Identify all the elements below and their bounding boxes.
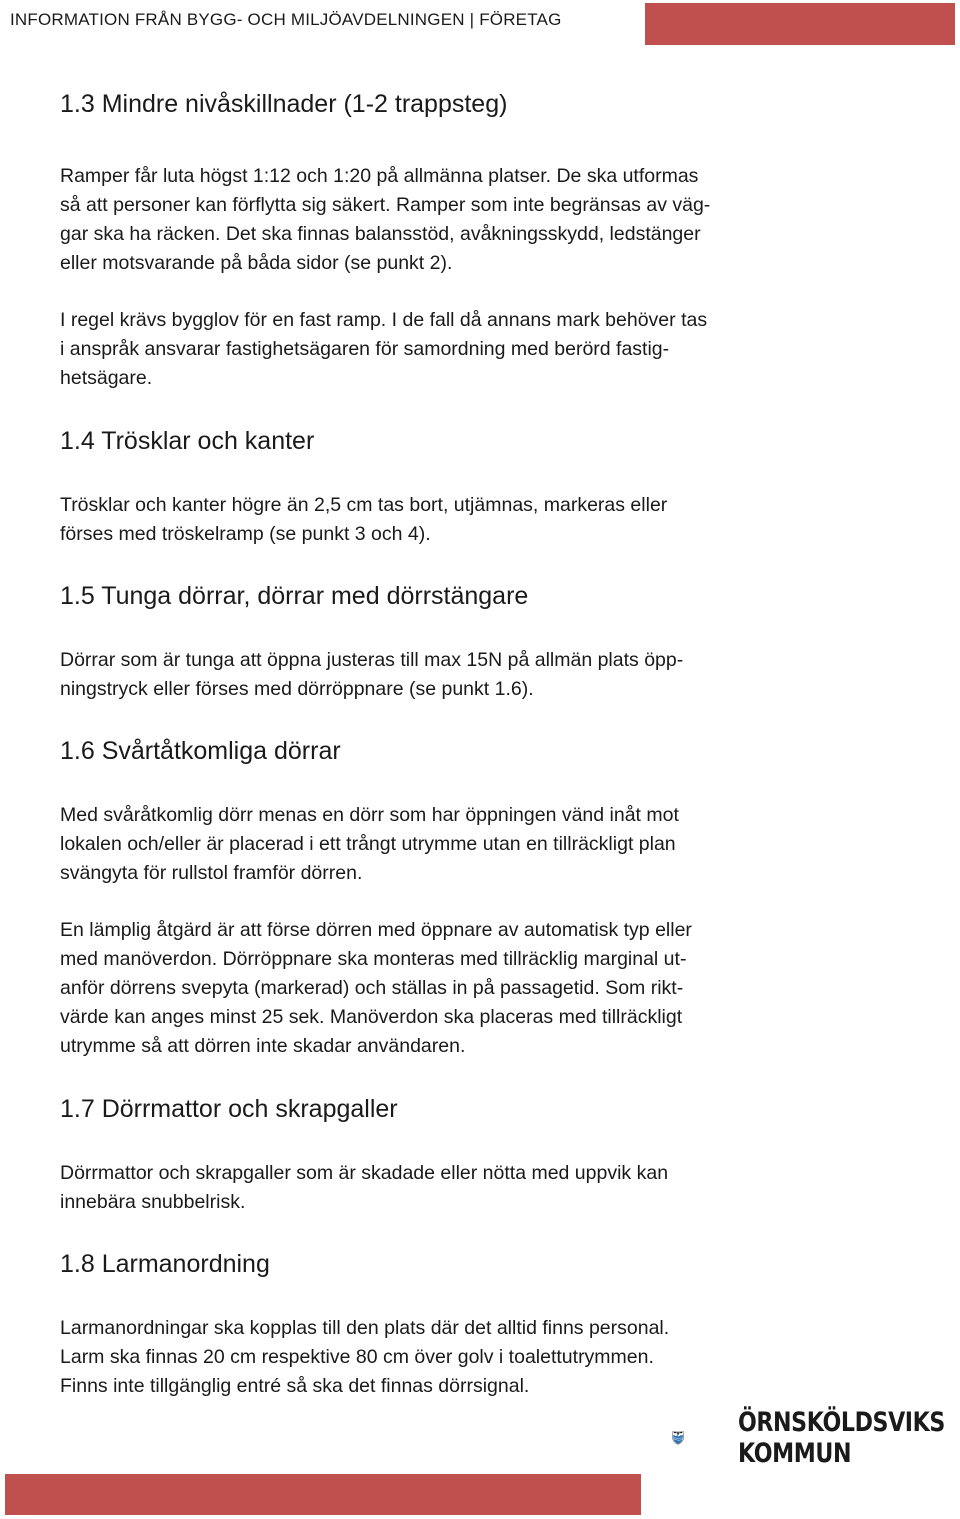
logo-line-2: KOMMUN bbox=[738, 1438, 852, 1469]
text-line: En lämplig åtgärd är att förse dörren med öppnare av automatisk typ eller bbox=[60, 919, 692, 941]
text-line: gar ska ha räcken. Det ska finnas balansstöd, avåkningsskydd, ledstänger bbox=[60, 223, 701, 245]
text-line: svängyta för rullstol framför dörren. bbox=[60, 862, 363, 884]
section-heading-1-8: 1.8 Larmanordning bbox=[60, 1250, 270, 1278]
document-body bbox=[60, 88, 790, 1401]
logo-line-1: ÖRNSKÖLDSVIKS bbox=[738, 1407, 945, 1438]
header-accent-bar bbox=[645, 3, 955, 45]
section-heading-1-3: 1.3 Mindre nivåskillnader (1-2 trappsteg) bbox=[60, 90, 508, 118]
text-line: Med svåråtkomlig dörr menas en dörr som har öppningen vänd inåt mot bbox=[60, 804, 679, 826]
text-line: I regel krävs bygglov för en fast ramp. I de fall då annans mark behöver tas bbox=[60, 309, 708, 331]
text-line: värde kan anges minst 25 sek. Manöverdon ska placeras med tillräckligt bbox=[60, 1006, 683, 1028]
section-1-3-paragraph-1 bbox=[60, 162, 790, 278]
section-1-3-paragraph-2 bbox=[60, 306, 790, 393]
text-line: med manöverdon. Dörröppnare ska monteras med tillräcklig marginal ut- bbox=[60, 948, 687, 970]
text-line: förses med tröskelramp (se punkt 3 och 4). bbox=[60, 523, 431, 545]
section-1-5-paragraph-1 bbox=[60, 646, 790, 704]
section-heading-1-4: 1.4 Trösklar och kanter bbox=[60, 427, 315, 455]
text-line: Ramper får luta högst 1:12 och 1:20 på allmänna platser. De ska utformas bbox=[60, 165, 699, 187]
footer-accent-bar bbox=[5, 1474, 641, 1515]
municipality-crest-icon bbox=[672, 1405, 728, 1471]
text-line: i anspråk ansvarar fastighetsägaren för samordning med berörd fastig- bbox=[60, 338, 670, 360]
section-1-6-paragraph-2 bbox=[60, 916, 790, 1061]
section-heading-1-6: 1.6 Svårtåtkomliga dörrar bbox=[60, 737, 341, 765]
text-line: ningstryck eller förses med dörröppnare (se punkt 1.6). bbox=[60, 678, 534, 700]
section-1-4-paragraph-1 bbox=[60, 491, 790, 549]
municipality-logo-text bbox=[738, 1407, 945, 1469]
section-1-7-paragraph-1 bbox=[60, 1159, 790, 1217]
section-heading-1-5: 1.5 Tunga dörrar, dörrar med dörrstängare bbox=[60, 582, 529, 610]
text-line: Dörrmattor och skrapgaller som är skadade eller nötta med uppvik kan bbox=[60, 1162, 669, 1184]
text-line: Finns inte tillgänglig entré så ska det finnas dörrsignal. bbox=[60, 1375, 530, 1397]
text-line: Trösklar och kanter högre än 2,5 cm tas bort, utjämnas, markeras eller bbox=[60, 494, 668, 516]
section-1-6-paragraph-1 bbox=[60, 801, 790, 888]
text-line: utrymme så att dörren inte skadar användaren. bbox=[60, 1035, 466, 1057]
text-line: Larm ska finnas 20 cm respektive 80 cm över golv i toalettutrymmen. bbox=[60, 1346, 654, 1368]
text-line: Dörrar som är tunga att öppna justeras till max 15N på allmän plats öpp- bbox=[60, 649, 684, 671]
text-line: eller motsvarande på båda sidor (se punkt 2). bbox=[60, 252, 453, 274]
text-line: innebära snubbelrisk. bbox=[60, 1191, 246, 1213]
section-heading-1-7: 1.7 Dörrmattor och skrapgaller bbox=[60, 1095, 398, 1123]
page-header-title: INFORMATION FRÅN BYGG- OCH MILJÖAVDELNINGEN | FÖRETAG bbox=[10, 10, 562, 29]
text-line: anför dörrens svepyta (markerad) och ställas in på passagetid. Som rikt- bbox=[60, 977, 684, 999]
text-line: Larmanordningar ska kopplas till den plats där det alltid finns personal. bbox=[60, 1317, 670, 1339]
text-line: lokalen och/eller är placerad i ett trångt utrymme utan en tillräckligt plan bbox=[60, 833, 676, 855]
text-line: hetsägare. bbox=[60, 367, 153, 389]
section-1-8-paragraph-1 bbox=[60, 1314, 790, 1401]
text-line: så att personer kan förflytta sig säkert. Ramper som inte begränsas av väg- bbox=[60, 194, 711, 216]
